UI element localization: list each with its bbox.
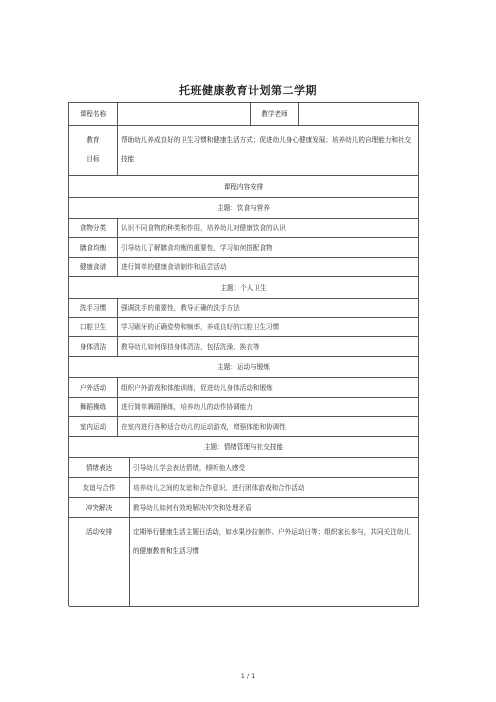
- row-text: 认识不同食物的种类和作用，培养幼儿对健康饮食的认识: [118, 219, 419, 238]
- course-name-value: [118, 103, 251, 126]
- row-text: 强调洗手的重要性，教导正确的洗手方法: [118, 299, 419, 318]
- row-text: 引导幼儿了解膳食均衡的重要性，学习如何搭配食物: [118, 238, 419, 258]
- document-title: 托班健康教育计划第二学期: [179, 84, 317, 97]
- row-label: 健康食谱: [69, 258, 118, 277]
- row-label: 情绪表达: [69, 458, 130, 478]
- row-text: 进行简单的健康食谱制作和品尝活动: [118, 258, 419, 277]
- row-label: 口腔卫生: [69, 318, 118, 337]
- row-text: 教导幼儿如何有效地解决冲突和处理矛盾: [130, 498, 419, 518]
- section-theme: 主题：运动与锻炼: [69, 357, 419, 378]
- row-text: 组织户外游戏和体能训练，促进幼儿身体活动和锻炼: [118, 378, 419, 398]
- row-text: 学习刷牙的正确姿势和频率，养成良好的口腔卫生习惯: [118, 318, 419, 337]
- teacher-value: [299, 103, 419, 126]
- aims-label-line2: 目标: [86, 155, 100, 163]
- aims-label-line1: 教育: [86, 136, 100, 144]
- row-text: 教导幼儿如何保持身体清洁，包括洗澡、换衣等: [118, 337, 419, 357]
- row-label: 身体清洁: [69, 337, 118, 357]
- row-label: 活动安排: [69, 518, 130, 607]
- section-theme: 主题：情绪管理与社交技能: [69, 437, 419, 458]
- section-theme: 主题：个人卫生: [69, 277, 419, 299]
- row-text: 进行简单舞蹈操练，培养幼儿的动作协调能力: [118, 398, 419, 417]
- aims-text: 帮助幼儿养成良好的卫生习惯和健康生活方式；促进幼儿身心健康发展；培养幼儿的自理能力和社交技能: [118, 126, 419, 176]
- row-label: 室内运动: [69, 417, 118, 437]
- row-text: 培养幼儿之间的友谊和合作意识，进行团体游戏和合作活动: [130, 478, 419, 498]
- row-text: 定期举行健康生活主题日活动，如水果沙拉制作、户外运动日等；组织家长参与，共同关注幼儿的健康教育和生活习惯: [130, 518, 419, 607]
- course-name-label: 课程名称: [69, 103, 118, 126]
- row-label: 洗手习惯: [69, 299, 118, 318]
- row-label: 食物分类: [69, 219, 118, 238]
- schedule-heading: 课程内容安排: [69, 176, 419, 198]
- row-label: 户外活动: [69, 378, 118, 398]
- aims-label: [69, 126, 118, 176]
- plan-table: [68, 102, 419, 606]
- row-label: 冲突解决: [69, 498, 130, 518]
- row-text: 在室内进行各种适合幼儿的运动游戏，增强体能和协调性: [118, 417, 419, 437]
- row-label: 友谊与合作: [69, 478, 130, 498]
- teacher-label: 教学老师: [251, 103, 299, 126]
- row-label: 舞蹈操练: [69, 398, 118, 417]
- row-label: 膳食均衡: [69, 238, 118, 258]
- section-theme: 主题：饮食与营养: [69, 198, 419, 219]
- page-number: 1 / 1: [240, 672, 256, 680]
- row-text: 引导幼儿学会表达情绪，倾听他人感受: [130, 458, 419, 478]
